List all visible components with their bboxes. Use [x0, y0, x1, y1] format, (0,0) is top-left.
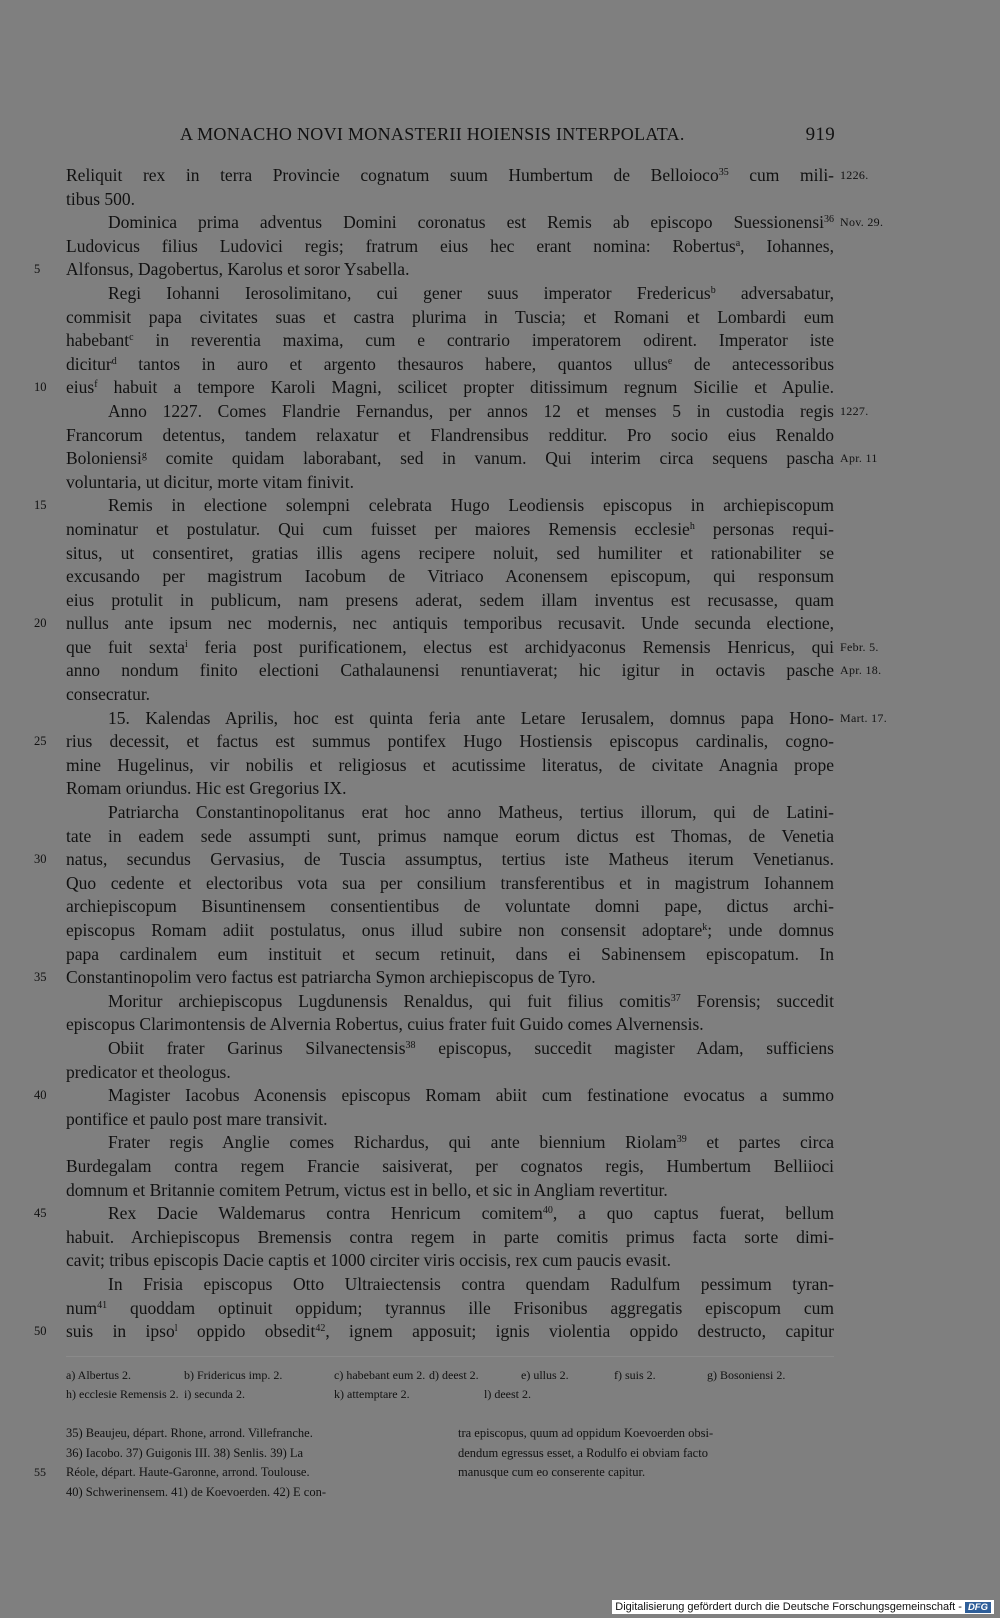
text-line	[0, 471, 1000, 495]
line-text: archiepiscopum Bisuntinensem consentientibus de voluntate domni pape, dictus archi-	[66, 896, 834, 917]
line-text: Constantinopolim vero factus est patriarcha Symon archiepiscopus de Tyro.	[66, 967, 596, 988]
footnote-line: Réole, départ. Haute-Garonne, arrond. Toulouse.	[66, 1465, 310, 1479]
text-line	[0, 1249, 1000, 1273]
text-line	[0, 565, 1000, 589]
line-text: dicitur$^d$ tantos in auro et argento thesauros habere, quantos ullus$^e$ de antecessoribus	[66, 353, 834, 374]
text-line	[0, 1155, 1000, 1179]
text-line	[0, 707, 1000, 731]
line-text: Boloniensi$^g$ comite quidam laborabant, sed in vanum. Qui interim circa sequens pascha	[66, 448, 834, 469]
line-text: mine Hugelinus, vir nobilis et religiosus et acutissime literatus, de civitate Anagnia prope	[66, 754, 834, 775]
critical-apparatus	[66, 1366, 836, 1404]
line-text: habebant$^c$ in reverentia maxima, cum e contrario imperatorem odirent. Imperator iste	[66, 330, 834, 351]
apparatus-note: b) Fridericus imp. 2.	[184, 1368, 283, 1382]
line-number: 50	[34, 1324, 47, 1339]
line-text: tibus 500.	[66, 188, 136, 209]
line-text: consecratur.	[66, 684, 151, 705]
line-text: cavit; tribus episcopis Dacie captis et 1000 circiter viris occisis, rex cum paucis evasit.	[66, 1250, 672, 1271]
text-line	[0, 943, 1000, 967]
line-text: domnum et Britannie comitem Petrum, victus est in bello, et sic in Angliam revertitur.	[66, 1179, 668, 1200]
apparatus-note: d) deest 2.	[429, 1368, 479, 1382]
apparatus-note: k) attemptare 2.	[334, 1387, 410, 1401]
line-number: 55	[34, 1465, 46, 1479]
text-line	[0, 164, 1000, 188]
footnotes-left-column	[66, 1424, 448, 1502]
text-line	[0, 1084, 1000, 1108]
text-line	[0, 518, 1000, 542]
text-line	[0, 494, 1000, 518]
main-text	[0, 164, 1000, 1344]
text-line	[0, 636, 1000, 660]
margin-date: 1227.	[840, 403, 869, 418]
footnote-divider	[66, 1356, 834, 1357]
apparatus-note: l) deest 2.	[484, 1387, 531, 1401]
text-line	[0, 1297, 1000, 1321]
text-line	[0, 1061, 1000, 1085]
text-line	[0, 400, 1000, 424]
text-line	[0, 258, 1000, 282]
text-line	[0, 306, 1000, 330]
credit-text: Digitalisierung gefördert durch die Deutsche Forschungsgemeinschaft -	[615, 1601, 962, 1613]
line-text: anno nondum finito electioni Cathalaunensi renuntiaverat; hic igitur in octavis pasche	[66, 660, 834, 681]
apparatus-note: e) ullus 2.	[521, 1368, 569, 1382]
text-line	[0, 683, 1000, 707]
margin-date: Mart. 17.	[840, 710, 888, 725]
margin-date: Apr. 11	[840, 451, 878, 466]
line-text: papa cardinalem eum instituit et secum retinuit, dans ei Sabinensem episcopatum. In	[66, 943, 834, 964]
apparatus-note: f) suis 2.	[614, 1368, 656, 1382]
line-text: que fuit sexta$^i$ feria post purificationem, electus est archidyaconus Remensis Henricus, qui	[66, 636, 834, 657]
text-line	[0, 1273, 1000, 1297]
line-text: Obiit frater Garinus Silvanectensis$^{38}$ episcopus, succedit magister Adam, sufficiens	[108, 1037, 834, 1058]
text-line	[0, 1202, 1000, 1226]
line-number: 30	[34, 852, 47, 867]
text-line	[0, 1179, 1000, 1203]
line-text: commisit papa civitates suas et castra plurima in Tuscia; et Romani et Lombardi eum	[66, 306, 834, 327]
line-text: Anno 1227. Comes Flandrie Fernandus, per annos 12 et menses 5 in custodia regis	[108, 400, 834, 421]
apparatus-note: a) Albertus 2.	[66, 1368, 131, 1382]
line-text: Frater regis Anglie comes Richardus, qui ante biennium Riolam$^{39}$ et partes circa	[108, 1132, 834, 1153]
text-line	[0, 1013, 1000, 1037]
text-line	[0, 376, 1000, 400]
line-text: 15. Kalendas Aprilis, hoc est quinta feria ante Letare Ierusalem, domnus papa Hono-	[108, 707, 834, 728]
line-text: natus, secundus Gervasius, de Tuscia assumptus, tertius iste Matheus iterum Venetianus.	[66, 849, 834, 870]
line-text: episcopus Clarimontensis de Alvernia Robertus, cuius frater fuit Guido comes Alvernensis.	[66, 1014, 704, 1035]
footnote-line: 36) Iacobo. 37) Guigonis III. 38) Senlis. 39) La	[66, 1445, 304, 1460]
line-text: predicator et theologus.	[66, 1061, 231, 1082]
line-text: Patriarcha Constantinopolitanus erat hoc anno Matheus, tertius illorum, qui de Latini-	[108, 802, 834, 823]
line-text: tate in eadem sede assumpti sunt, primus namque eorum dictus est Thomas, de Venetia	[66, 825, 834, 846]
apparatus-note: c) habebant eum 2.	[334, 1368, 426, 1382]
margin-date: Nov. 29.	[840, 215, 884, 230]
line-text: Remis in electione solempni celebrata Hugo Leodiensis episcopus in archiepiscopum	[108, 495, 834, 516]
text-line	[0, 1037, 1000, 1061]
line-number: 35	[34, 970, 47, 985]
footnotes-right-column	[458, 1424, 838, 1483]
margin-date: Febr. 5.	[840, 639, 879, 654]
dfg-logo: DFG	[965, 1602, 991, 1613]
line-text: excusando per magistrum Iacobum de Vitriaco Aconensem episcopum, qui responsum	[66, 566, 834, 587]
line-number: 40	[34, 1088, 47, 1103]
text-line	[0, 612, 1000, 636]
page-number: 919	[805, 124, 835, 145]
text-line	[0, 1320, 1000, 1344]
text-line	[0, 801, 1000, 825]
line-text: Quo cedente et electoribus vota sua per consilium transferentibus et in magistrum Iohannem	[66, 872, 834, 893]
line-text: Alfonsus, Dagobertus, Karolus et soror Ysabella.	[66, 259, 410, 280]
line-text: situs, ut consentiret, gratias illis agens recipere noluit, sed humiliter et rationabiliter se	[66, 542, 834, 563]
text-line	[0, 188, 1000, 212]
apparatus-note: g) Bosoniensi 2.	[707, 1368, 786, 1382]
line-number: 25	[34, 734, 47, 749]
text-line	[0, 211, 1000, 235]
line-number: 20	[34, 616, 47, 631]
line-text: nullus ante ipsum nec modernis, nec antiquis temporibus recusavit. Unde secunda electione,	[66, 613, 834, 634]
line-text: Ludovicus filius Ludovici regis; fratrum eius hec erant nomina: Robertus$^a$, Iohannes,	[66, 235, 834, 256]
margin-date: Apr. 18.	[840, 663, 882, 678]
text-line	[0, 777, 1000, 801]
line-text: voluntaria, ut dicitur, morte vitam finivit.	[66, 471, 354, 492]
line-text: Reliquit rex in terra Provincie cognatum suum Humbertum de Belloioco$^{35}$ cum mili-	[66, 165, 834, 185]
apparatus-row	[66, 1385, 836, 1404]
footnote-line: 35) Beaujeu, départ. Rhone, arrond. Villefranche.	[66, 1426, 313, 1440]
text-line	[0, 730, 1000, 754]
text-line	[0, 848, 1000, 872]
line-number: 5	[34, 262, 41, 277]
running-title: A MONACHO NOVI MONASTERII HOIENSIS INTERPOLATA.	[180, 124, 685, 144]
line-text: num$^{41}$ quoddam optinuit oppidum; tyrannus ille Frisonibus aggregatis episcopum cum	[66, 1297, 834, 1318]
text-line	[0, 353, 1000, 377]
line-number: 10	[34, 380, 47, 395]
line-text: Regi Iohanni Ierosolimitano, cui gener suus imperator Fredericus$^b$ adversabatur,	[108, 282, 834, 303]
footnote-line: tra episcopus, quum ad oppidum Koevoerden obsi-	[458, 1426, 714, 1440]
text-line	[0, 919, 1000, 943]
apparatus-note: h) ecclesie Remensis 2.	[66, 1387, 179, 1401]
footnote-line: 40) Schwerinensem. 41) de Koevoerden. 42) E con-	[66, 1484, 326, 1499]
text-line	[0, 1131, 1000, 1155]
text-line	[0, 825, 1000, 849]
text-line	[0, 659, 1000, 683]
line-text: eius$^f$ habuit a tempore Karoli Magni, scilicet propter ditissimum regnum Sicilie et Apulie.	[66, 377, 834, 398]
line-number: 15	[34, 498, 47, 513]
text-line	[0, 754, 1000, 778]
line-text: Magister Iacobus Aconensis episcopus Romam abiit cum festinatione evocatus a summo	[108, 1085, 834, 1106]
line-text: Francorum detentus, tandem relaxatur et Flandrensibus redditur. Pro socio eius Renaldo	[66, 424, 834, 445]
text-line	[0, 589, 1000, 613]
text-line	[0, 1108, 1000, 1132]
line-text: Romam oriundus. Hic est Gregorius IX.	[66, 778, 347, 799]
line-text: pontifice et paulo post mare transivit.	[66, 1108, 328, 1129]
text-line	[0, 542, 1000, 566]
line-text: episcopus Romam adiit postulatus, onus illud subire non consensit adoptare$^k$; unde domnus	[66, 920, 834, 940]
footnote-line: dendum egressus esset, a Rodulfo ei obviam facto	[458, 1445, 708, 1460]
text-line	[0, 424, 1000, 448]
text-line	[0, 1226, 1000, 1250]
text-line	[0, 235, 1000, 259]
apparatus-row	[66, 1366, 836, 1385]
line-text: Dominica prima adventus Domini coronatus est Remis ab episcopo Suessionensi$^{36}$	[108, 212, 834, 233]
margin-date: 1226.	[840, 168, 869, 182]
line-text: eius protulit in publicum, nam presens aderat, sedem illam inventus est recusasse, quam	[66, 589, 834, 610]
text-line	[0, 990, 1000, 1014]
footnote-line: manusque cum eo conserente capitur.	[458, 1465, 646, 1479]
line-text: rius decessit, et factus est summus pontifex Hugo Hostiensis episcopus cardinalis, cogno-	[66, 731, 834, 752]
line-text: Rex Dacie Waldemarus contra Henricum comitem$^{40}$, a quo captus fuerat, bellum	[108, 1203, 834, 1224]
text-line	[0, 329, 1000, 353]
digitization-credit	[612, 1600, 994, 1614]
text-line	[0, 966, 1000, 990]
line-text: habuit. Archiepiscopus Bremensis contra regem in parte comitis primus facta sorte dimi-	[66, 1226, 834, 1247]
line-number: 45	[34, 1206, 47, 1221]
line-text: Burdegalam contra regem Francie saisiverat, per cognatos regis, Humbertum Belliioci	[66, 1155, 834, 1176]
line-text: suis in ipso$^l$ oppido obsedit$^{42}$, ignem apposuit; ignis violentia oppido destructo, capitur	[66, 1321, 834, 1342]
text-line	[0, 447, 1000, 471]
line-text: Moritur archiepiscopus Lugdunensis Renaldus, qui fuit filius comitis$^{37}$ Forensis; succedit	[108, 990, 834, 1011]
line-text: nominatur et postulatur. Qui cum fuisset per maiores Remensis ecclesie$^h$ personas requi-	[66, 518, 834, 539]
apparatus-note: i) secunda 2.	[184, 1387, 245, 1401]
text-line	[0, 895, 1000, 919]
line-text: In Frisia episcopus Otto Ultraiectensis contra quendam Radulfum pessimum tyran-	[108, 1273, 834, 1294]
text-line	[0, 872, 1000, 896]
text-line	[0, 282, 1000, 306]
